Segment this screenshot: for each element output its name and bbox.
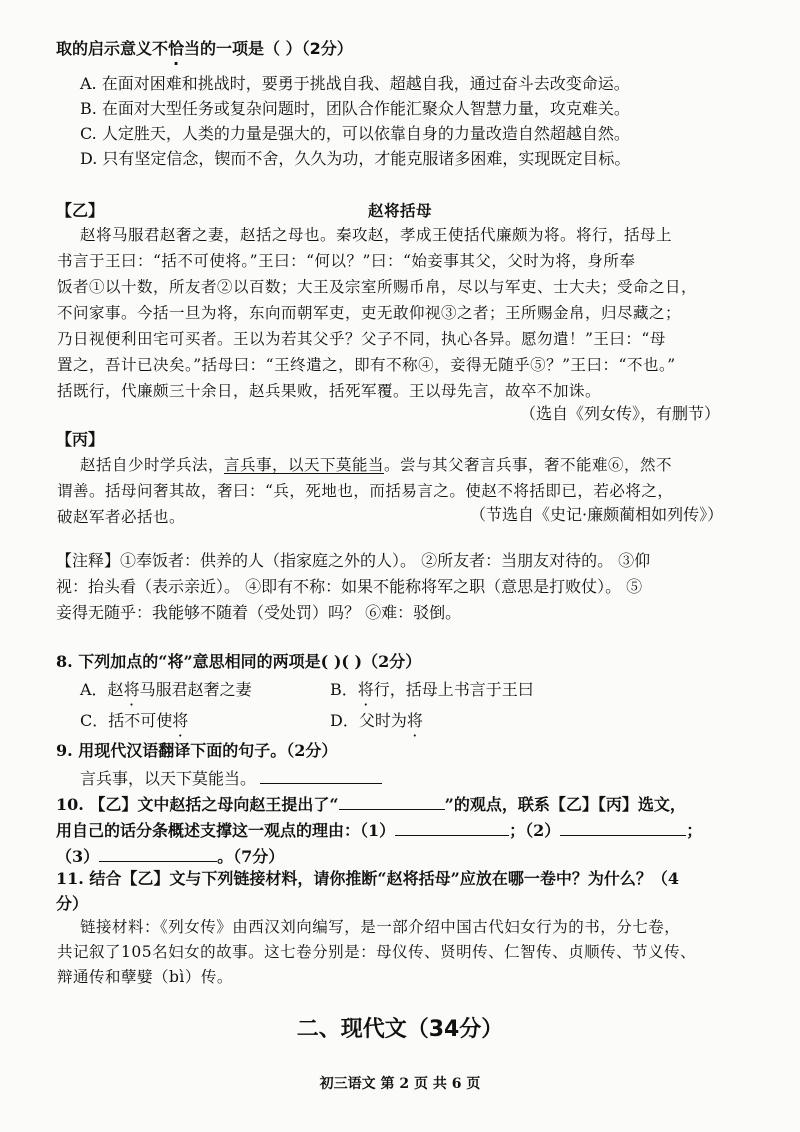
notes-line: 妾得无随乎：我能够不随着（受处罚）吗？ ⑥难：驳倒。: [56, 603, 462, 622]
q10-line: 用自己的话分条概述支撑这一观点的理由：（1） ；（2） ；: [56, 821, 703, 840]
passage-bing-source: （节选自《史记·廉颇蔺相如列传》）: [470, 505, 724, 524]
underlined-sentence: 言兵事，以天下莫能当: [224, 456, 385, 474]
passage-yi-line: 括既行，代廉颇三十余日，赵兵果败，括死军覆。王以母先言，故卒不加诛。: [57, 382, 602, 400]
q7-option-b: B. 在面对大型任务或复杂问题时，团队合作能汇聚众人智慧力量，攻克难关。: [80, 99, 630, 118]
link-material-line: 链接材料：《列女传》由西汉刘向编写，是一部介绍中国古代妇女行为的书，分七卷，: [80, 918, 681, 936]
q9-answer-blank[interactable]: [260, 767, 382, 784]
link-material-line: 共记叙了105名妇女的故事。这七卷分别是：母仪传、贤明传、仁智传、贞顺传、节义传、: [57, 943, 697, 961]
q8-option-c: C．括不可使将: [80, 711, 189, 730]
passage-yi-title: 赵将括母: [367, 201, 432, 220]
q10-reason-1-blank[interactable]: [395, 819, 509, 836]
q9-sentence: 言兵事，以天下莫能当。: [80, 767, 382, 789]
passage-yi-line: 置之，吾计已决矣。”括母曰：“王终遣之，即有不称④，妾得无随乎⑤？”王曰：“不也。”: [57, 356, 676, 374]
q10-reason-3-blank[interactable]: [99, 845, 217, 862]
passage-bing-label: 【丙】: [56, 430, 105, 449]
q9-stem: 9. 用现代汉语翻译下面的句子。（2分）: [56, 741, 338, 760]
q8-stem: 8. 下列加点的“将”意思相同的两项是( )( )（2分）: [56, 652, 422, 671]
q11-stem: 11. 结合【乙】文与下列链接材料，请你推断“赵将括母”应放在哪一卷中？为什么？（4: [56, 869, 679, 888]
notes-line: 视：抬头看（表示亲近）。 ④即有不称：如果不能称将军之职（意思是打败仗）。 ⑤: [56, 577, 643, 596]
q8-option-d: D．父时为将: [330, 711, 423, 730]
q10-line: 10. 【乙】文中赵括之母向赵王提出了“ ”的观点，联系【乙】【丙】选文，: [56, 795, 686, 814]
passage-yi-line: 不问家事。今括一旦为将，东向而朝军吏，吏无敢仰视③之者；王所赐金帛，归尽藏之；: [57, 304, 682, 322]
passage-bing-line: 破赵军者必括也。: [57, 508, 186, 526]
passage-yi-line: 书言于王曰：“括不可使将。”王曰：“何以？”曰：“始妾事其父，父时为将，身所奉: [57, 252, 636, 270]
q10-viewpoint-blank[interactable]: [339, 793, 445, 810]
q7-option-d: D. 只有坚定信念，锲而不舍，久久为功，才能克服诸多困难，实现既定目标。: [80, 149, 631, 168]
passage-bing-line: 赵括自少时学兵法，言兵事，以天下莫能当。尝与其父奢言兵事，奢不能难⑥，然不: [80, 456, 673, 474]
passage-yi-line: 乃日视便利田宅可买者。王以为若其父乎？父子不同，执心各异。愿勿遣！”王曰：“母: [57, 330, 666, 348]
section-heading: 二、现代文（34分）: [296, 1017, 504, 1042]
page-footer: 初三语文 第 2 页 共 6 页: [319, 1076, 481, 1092]
passage-yi-label: 【乙】: [56, 201, 105, 220]
link-material-line: 辩通传和孽嬖（bì）传。: [57, 968, 233, 986]
q8-option-b: B．将行，括母上书言于王曰: [330, 680, 534, 699]
q11-stem-cont: 分）: [56, 894, 89, 913]
passage-yi-line: 赵将马服君赵奢之妻，赵括之母也。秦攻赵，孝成王使括代廉颇为将。将行，括母上: [80, 226, 673, 244]
notes-line: 【注释】①奉饭者：供养的人（指家庭之外的人）。 ②所友者：当朋友对待的。 ③仰: [56, 551, 651, 570]
passage-bing-line: 谓善。括母问奢其故，奢曰：“兵，死地也，而括易言之。使赵不将括即已，若必将之，: [57, 482, 674, 500]
passage-yi-line: 饭者①以十数，所友者②以百数；大王及宗室所赐币帛，尽以与军吏、士大夫；受命之日，: [57, 278, 698, 296]
q8-option-a: A．赵将马服君赵奢之妻: [80, 680, 252, 699]
q10-line: （3） 。（7分）: [56, 847, 285, 866]
q10-reason-2-blank[interactable]: [560, 819, 686, 836]
q7-stem: 取的启示意义不恰当的一项是（ ）（2分）: [56, 39, 353, 58]
q7-option-c: C. 人定胜天，人类的力量是强大的，可以依靠自身的力量改造自然超越自然。: [80, 124, 630, 143]
q7-option-a: A. 在面对困难和挑战时，要勇于挑战自我、超越自我，通过奋斗去改变命运。: [80, 74, 630, 93]
passage-yi-source: （选自《列女传》，有删节）: [520, 404, 721, 423]
